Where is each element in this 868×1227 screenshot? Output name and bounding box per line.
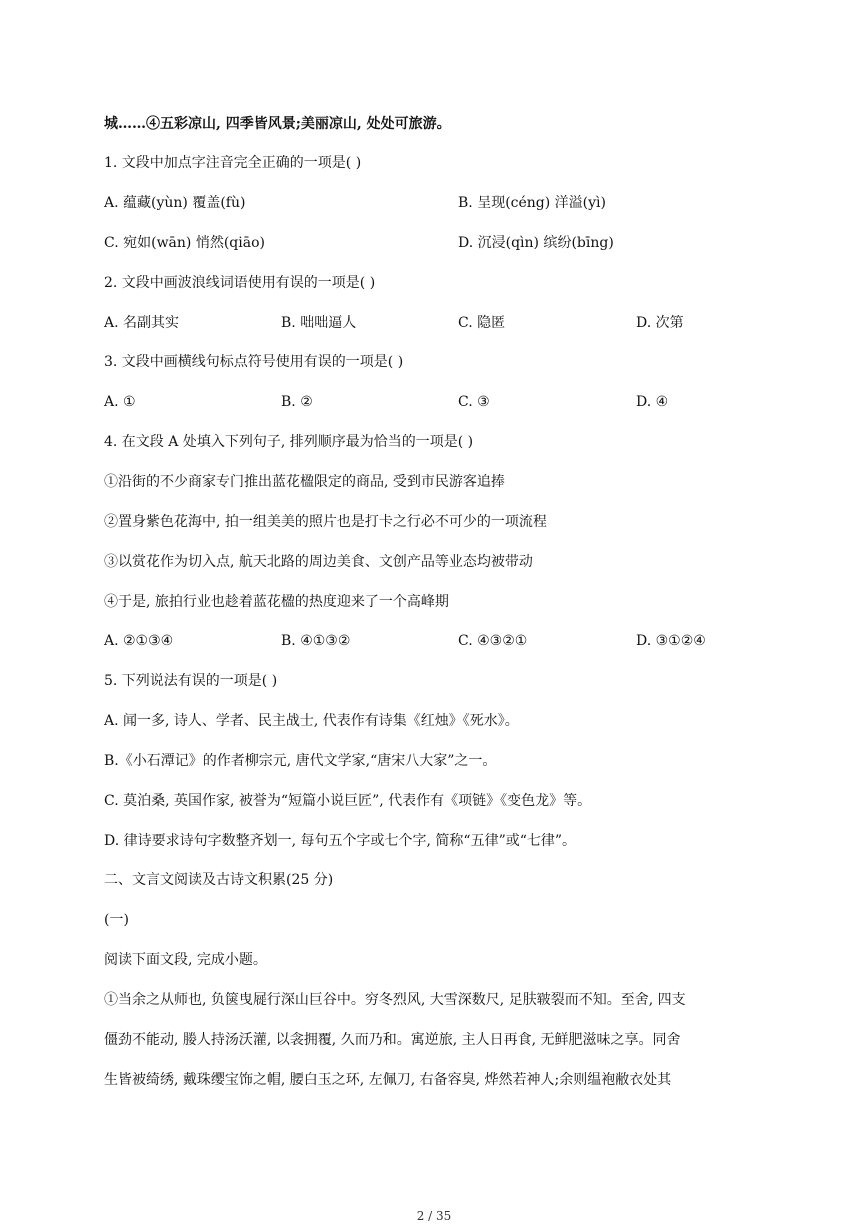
q1-option-a: A. 蕴藏(yùn) 覆盖(fù) <box>104 195 246 211</box>
q1-option-b: B. 呈现(céng) 洋溢(yì) <box>458 195 606 211</box>
instruction-text: 阅读下面文段, 完成小题。 <box>104 952 267 968</box>
q4-sentence-3: ③以赏花作为切入点, 航天北路的周边美食、文创产品等业态均被带动 <box>104 554 533 570</box>
q4-option-d: D. ③①②④ <box>636 633 706 649</box>
passage-continuation: 城……④五彩凉山, 四季皆风景;美丽凉山, 处处可旅游。 <box>104 116 451 132</box>
question-1: 1. 文段中加点字注音完全正确的一项是( ) <box>104 155 362 171</box>
q2-option-b: B. 咄咄逼人 <box>281 315 357 331</box>
question-4: 4. 在文段 A 处填入下列句子, 排列顺序最为恰当的一项是( ) <box>104 434 474 450</box>
q2-option-d: D. 次第 <box>636 315 684 331</box>
q1-option-d: D. 沉浸(qìn) 缤纷(bīng) <box>458 235 614 251</box>
q2-option-c: C. 隐匿 <box>458 315 506 331</box>
section-heading: 二、文言文阅读及古诗文积累(25 分) <box>104 872 334 888</box>
question-3: 3. 文段中画横线句标点符号使用有误的一项是( ) <box>104 354 404 370</box>
q4-sentence-2: ②置身紫色花海中, 拍一组美美的照片也是打卡之行必不可少的一项流程 <box>104 514 547 530</box>
classical-passage-line-3: 生皆被绮绣, 戴珠缨宝饰之帽, 腰白玉之环, 左佩刀, 右备容臭, 烨然若神人;余则缊袍敝衣处其 <box>104 1072 672 1088</box>
page-number: 2 / 35 <box>416 1209 452 1223</box>
q2-option-a: A. 名副其实 <box>104 315 180 331</box>
q3-option-c: C. ③ <box>458 394 490 410</box>
q4-option-c: C. ④③②① <box>458 633 528 649</box>
q4-option-b: B. ④①③② <box>281 633 351 649</box>
q3-option-b: B. ② <box>281 394 313 410</box>
q5-option-d: D. 律诗要求诗句字数整齐划一, 每句五个字或七个字, 简称“五律”或“七律”。 <box>104 833 577 849</box>
q3-option-d: D. ④ <box>636 394 669 410</box>
q5-option-b: B.《小石潭记》的作者柳宗元, 唐代文学家,“唐宋八大家”之一。 <box>104 753 497 769</box>
q1-option-c: C. 宛如(wān) 悄然(qiāo) <box>104 235 265 251</box>
q3-option-a: A. ① <box>104 394 136 410</box>
question-2: 2. 文段中画波浪线词语使用有误的一项是( ) <box>104 275 376 291</box>
classical-passage-line-1: ①当余之从师也, 负箧曳屣行深山巨谷中。穷冬烈风, 大雪深数尺, 足肤皲裂而不知。至舍, 四支 <box>104 992 686 1008</box>
classical-passage-line-2: 僵劲不能动, 媵人持汤沃灌, 以衾拥覆, 久而乃和。寓逆旅, 主人日再食, 无鲜肥滋味之享。同舍 <box>104 1032 681 1048</box>
q4-sentence-4: ④于是, 旅拍行业也趁着蓝花楹的热度迎来了一个高峰期 <box>104 594 449 610</box>
q4-option-a: A. ②①③④ <box>104 633 174 649</box>
q5-option-c: C. 莫泊桑, 英国作家, 被誉为“短篇小说巨匠”, 代表作有《项链》《变色龙》等。 <box>104 793 592 809</box>
q4-sentence-1: ①沿街的不少商家专门推出蓝花楹限定的商品, 受到市民游客追捧 <box>104 474 505 490</box>
q5-option-a: A. 闻一多, 诗人、学者、民主战士, 代表作有诗集《红烛》《死水》。 <box>104 713 519 729</box>
question-5: 5. 下列说法有误的一项是( ) <box>104 673 278 689</box>
subsection-label: (一) <box>104 912 129 928</box>
